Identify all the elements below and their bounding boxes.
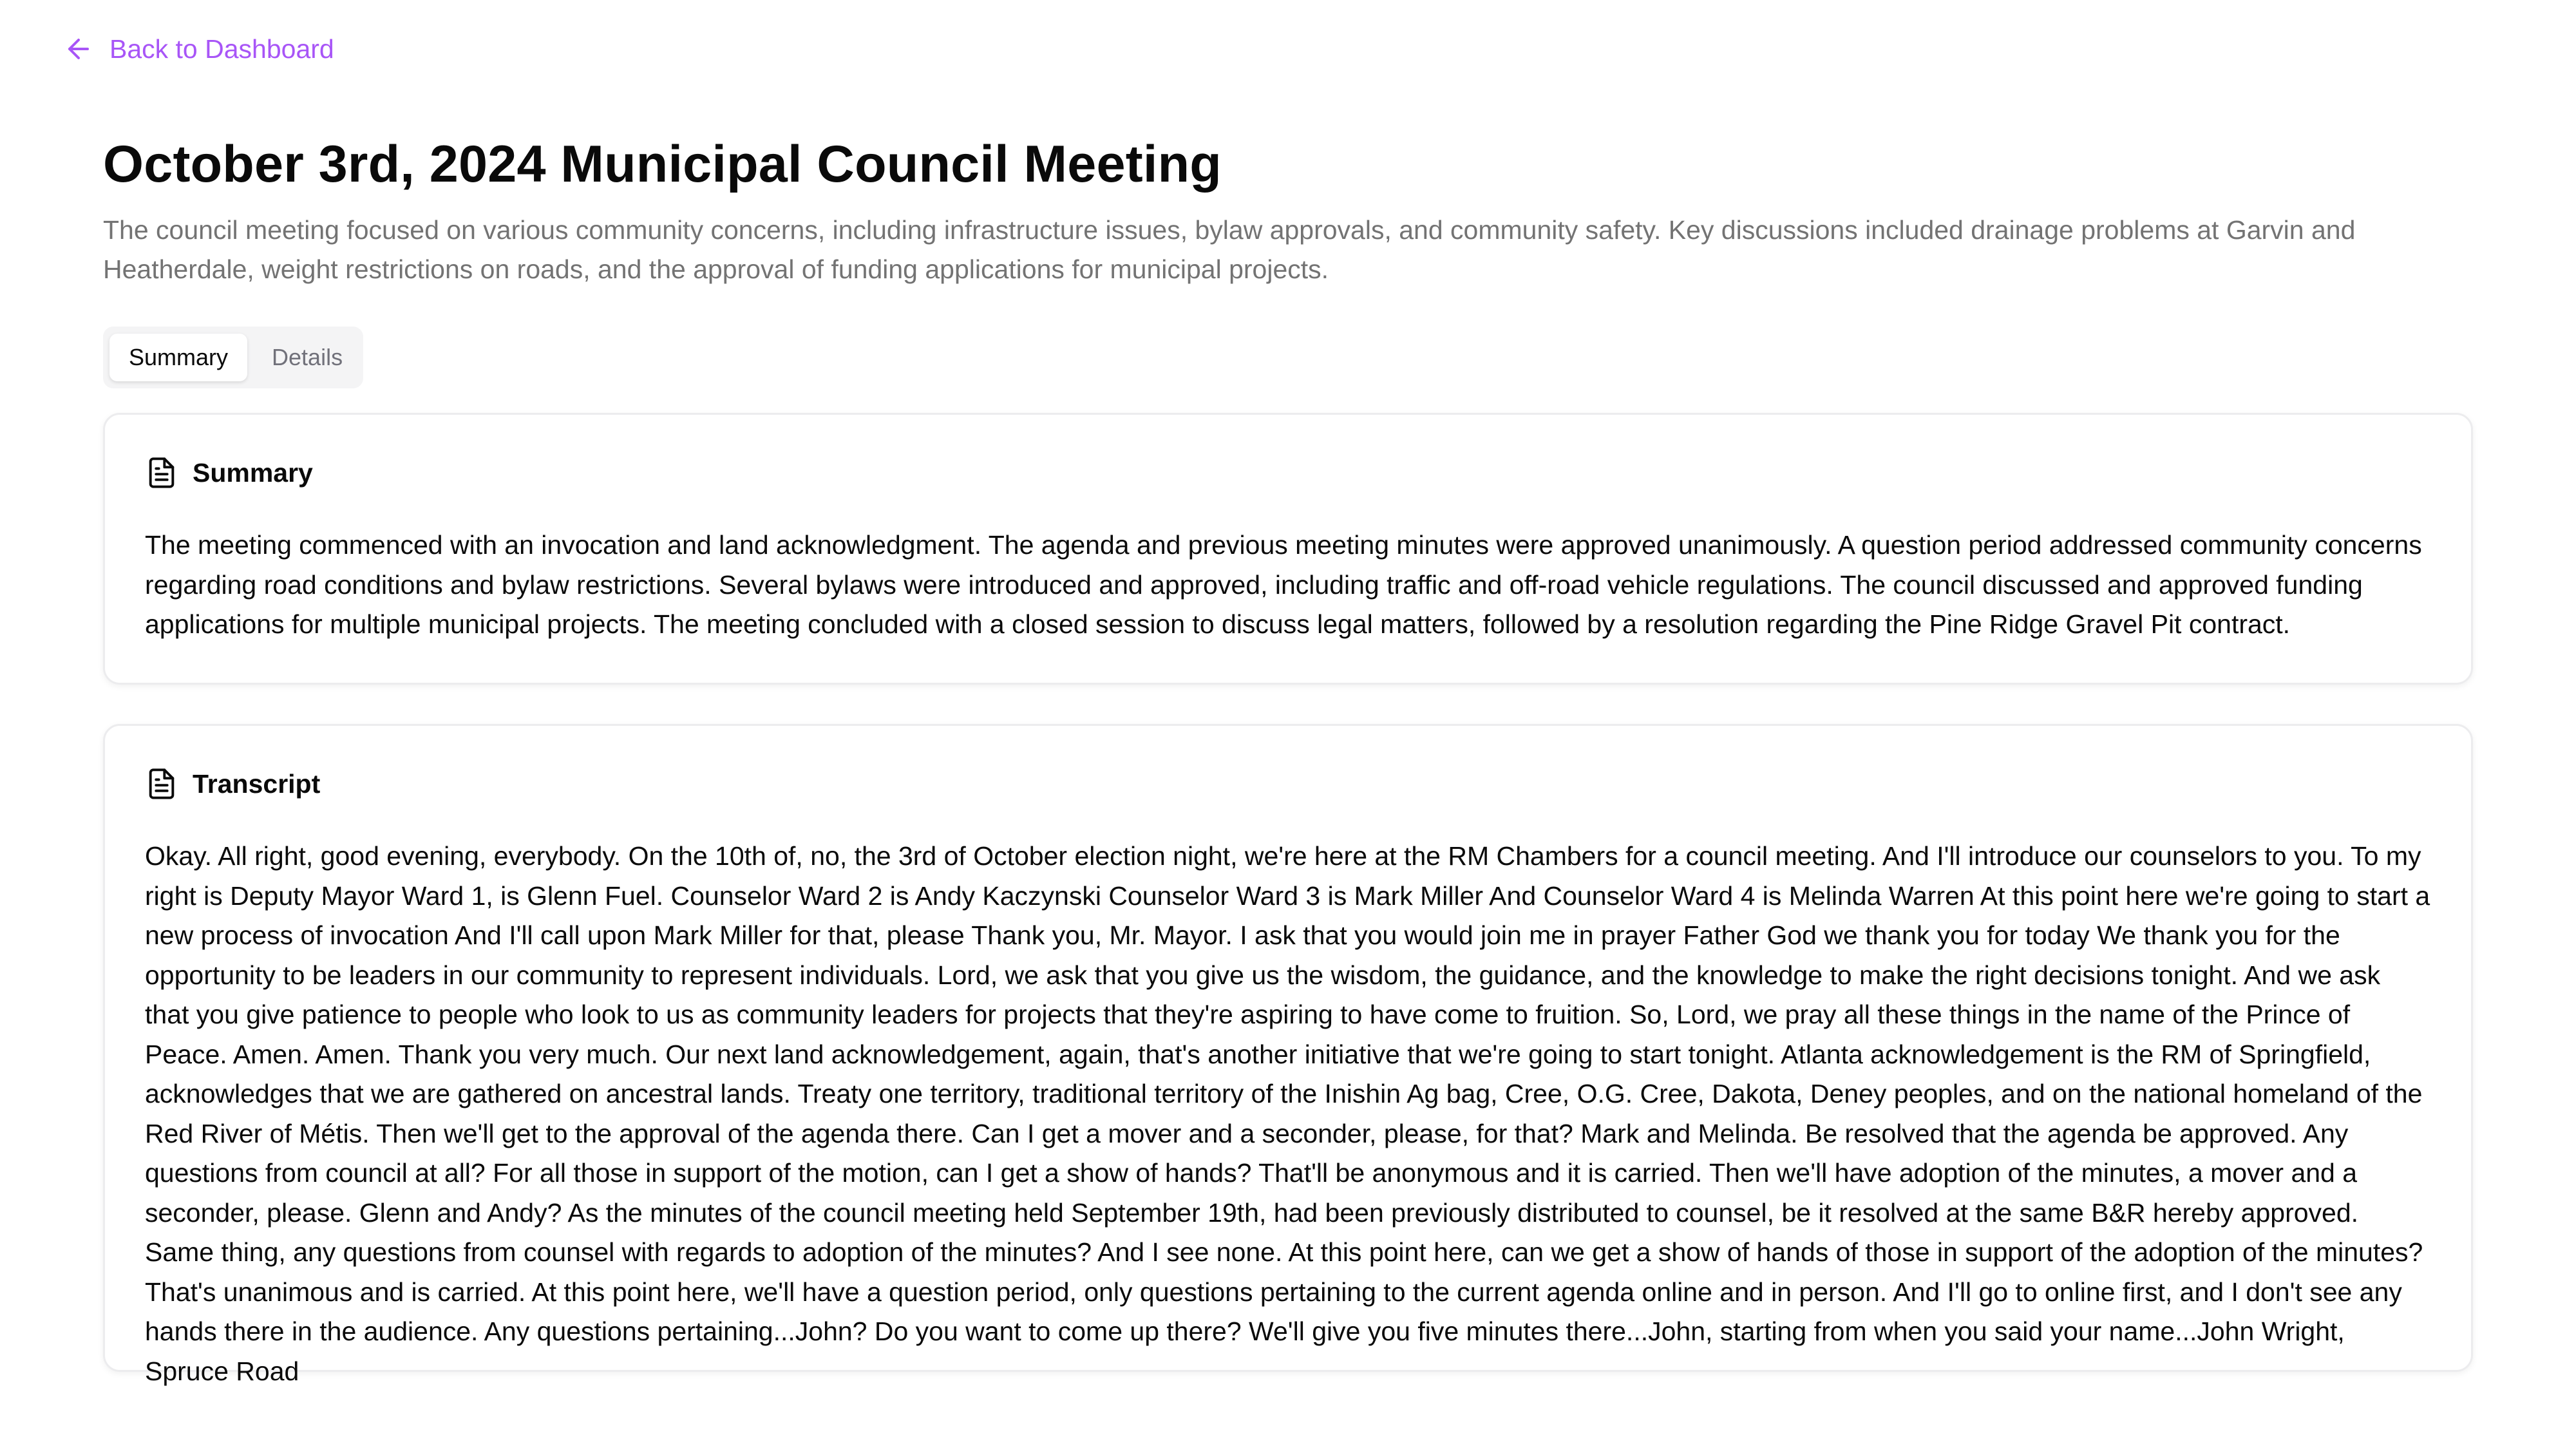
summary-card xyxy=(103,413,2473,685)
summary-card-title: Summary xyxy=(193,457,313,488)
transcript-card-header xyxy=(145,765,2431,803)
page-description: The council meeting focused on various community concerns, including infrastructure issues, bylaw approvals, and community safety. Key discussions included drainage problems at Garvin and Heatherdale, weight restrictions on roads, and the approval of funding applications for municipal projects. xyxy=(103,215,2356,284)
summary-text: The meeting commenced with an invocation and land acknowledgment. The agenda and previous meeting minutes were approved unanimously. A question period addressed community concerns regarding road conditions and bylaw restrictions. Several bylaws were introduced and approved, including traffic and off-road vehicle regulations. The council discussed and approved funding applications for multiple municipal projects. The meeting concluded with a closed session to discuss legal matters, followed by a resolution regarding the Pine Ridge Gravel Pit contract. xyxy=(145,530,2422,639)
page-header xyxy=(103,132,2473,289)
transcript-text[interactable]: Okay. All right, good evening, everybody. On the 10th of, no, the 3rd of October election night, we're here at the RM Chambers for a council meeting. And I'll introduce our counselors to you. To my right is Deputy Mayor Ward 1, is Glenn Fuel. Counselor Ward 2 is Andy Kaczynski Counselor Ward 3 is Mark Miller And Counselor Ward 4 is Melinda Warren At this point here we're going to start a new process of invocation And I'll call upon Mark Miller for that, please Thank you, Mr. Mayor. I ask that you would join me in prayer Father God we thank you for today We thank you for the opportunity to be leaders in our community to represent individuals. Lord, we ask that you give us the wisdom, the guidance, and the knowledge to make the right decisions tonight. And we ask that you give patience to people who look to us as community leaders for projects that they're aspiring to have come to fruition. So, Lord, we pray all these things in the name of the Prince of Peace. Amen. Amen. Thank you very much. Our next land acknowledgement, again, that's another initiative that we're going to start tonight. Atlanta acknowledgement is the RM of Springfield, acknowledges that we are gathered on ancestral lands. Treaty one territory, traditional territory of the Inishin Ag bag, Cree, O.G. Cree, Dakota, Deney peoples, and on the national homeland of the Red River of Métis. Then we'll get to the approval of the agenda there. Can I get a mover and a seconder, please, for that? Mark and Melinda. Be resolved that the agenda be approved. Any questions from council at all? For all those in support of the motion, can I get a show of hands? That'll be anonymous and it is carried. Then we'll have adoption of the minutes, a mover and a seconder, please. Glenn and Andy? As the minutes of the council meeting held September 19th, had been previously distributed to counsel, be it resolved at the same B&R hereby approved. Same thing, any questions from counsel with regards to adoption of the minutes? And I see none. At this point here, can we get a show of hands of those in support of the adoption of the minutes? That's unanimous and is carried. At this point here, we'll have a question period, only questions pertaining to the current agenda online and in person. And I'll go to online first, and I don't see any hands there in the audience. Any questions pertaining...John? Do you want to come up there? We'll give you five minutes there...John, starting from when you said your name...John Wright, Spruce Road xyxy=(145,841,2430,1386)
tab-details[interactable]: Details xyxy=(272,344,343,370)
back-link-label: Back to Dashboard xyxy=(109,33,334,64)
arrow-left-icon xyxy=(63,33,94,64)
transcript-card xyxy=(103,724,2473,1386)
page-title: October 3rd, 2024 Municipal Council Meeting xyxy=(103,135,1222,193)
summary-card-header xyxy=(145,453,2431,492)
back-to-dashboard-link[interactable] xyxy=(63,33,334,64)
tab-summary[interactable]: Summary xyxy=(109,334,247,381)
document-icon xyxy=(145,456,178,489)
transcript-card-title: Transcript xyxy=(193,768,321,799)
document-icon xyxy=(145,767,178,801)
tab-list xyxy=(103,327,363,388)
